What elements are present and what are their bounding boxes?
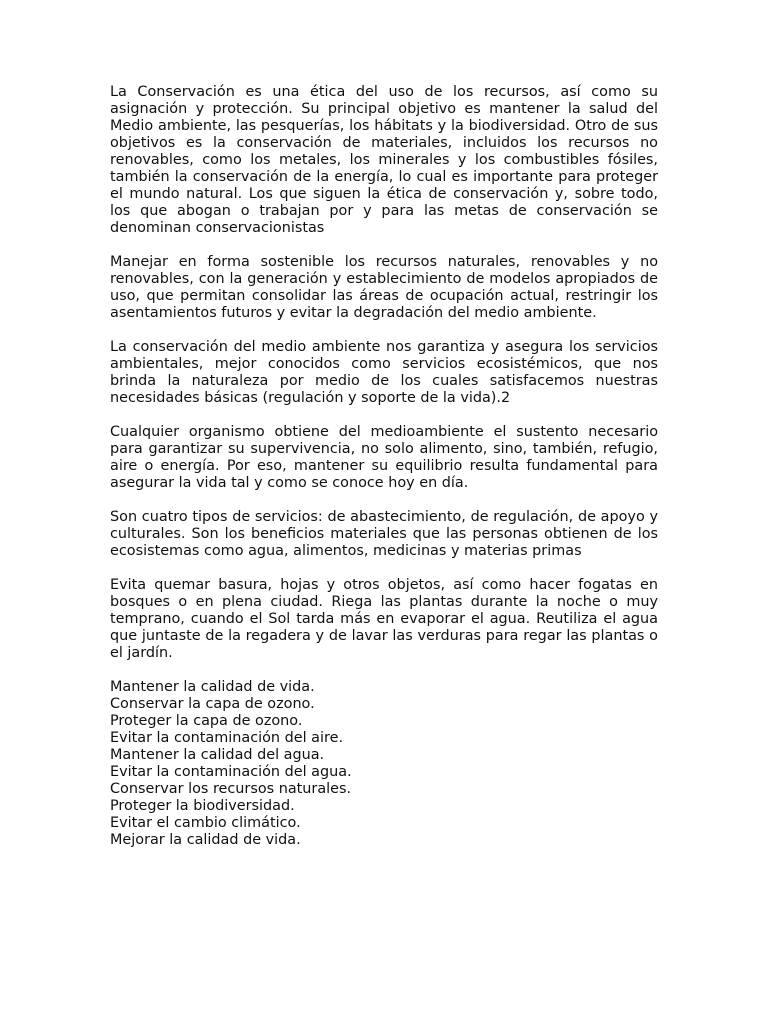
paragraph-conservation-definition: La Conservación es una ética del uso de los recursos, así como su asignación y protección. Su principal objetivo es mantener la salud del Medio ambiente, las pesquerías, los hábitats y la biodiversidad. Otro de sus objetivos es la conservación de materiales, incluidos los recursos no renovables, como los metales, los minerales y los combustibles fósiles, también la conservación de la energía, lo cual es importante para proteger el mundo natural. Los que siguen la ética de conservación y, sobre todo, los que abogan o trabajan por y para las metas de conservación se denominan conservacionistas	[110, 84, 658, 236]
paragraph-environmental-services: La conservación del medio ambiente nos garantiza y asegura los servicios ambientales, mejor conocidos como servicios ecosistémicos, que nos brinda la naturaleza por medio de los cuales satisfacemos nuestras necesidades básicas (regulación y soporte de la vida).2	[110, 339, 658, 406]
list-item: Evitar el cambio climático.	[110, 815, 301, 831]
list-item: Evitar la contaminación del aire.	[110, 730, 344, 746]
goals-list	[110, 679, 658, 849]
paragraph-actions: Evita quemar basura, hojas y otros objetos, así como hacer fogatas en bosques o en plena ciudad. Riega las plantas durante la noche o muy temprano, cuando el Sol tarda más en evaporar el agua. Reutiliza el agua que juntaste de la regadera y de lavar las verduras para regar las plantas o el jardín.	[110, 577, 658, 661]
paragraph-service-types: Son cuatro tipos de servicios: de abastecimiento, de regulación, de apoyo y culturales. Son los beneficios materiales que las personas obtienen de los ecosistemas como agua, alimentos, medicinas y materias primas	[110, 509, 658, 559]
paragraph-organism-sustenance: Cualquier organismo obtiene del medioambiente el sustento necesario para garantizar su supervivencia, no solo alimento, sino, también, refugio, aire o energía. Por eso, mantener su equilibrio resulta fundamental para asegurar la vida tal y como se conoce hoy en día.	[110, 424, 658, 491]
list-item: Mantener la calidad del agua.	[110, 747, 325, 763]
paragraph-sustainable-management: Manejar en forma sostenible los recursos naturales, renovables y no renovables, con la generación y establecimiento de modelos apropiados de uso, que permitan consolidar las áreas de ocupación actual, restringir los asentamientos futuros y evitar la degradación del medio ambiente.	[110, 254, 658, 321]
list-item: Conservar la capa de ozono.	[110, 696, 315, 712]
list-item: Proteger la capa de ozono.	[110, 713, 303, 729]
list-item: Mantener la calidad de vida.	[110, 679, 315, 695]
list-item: Mejorar la calidad de vida.	[110, 832, 301, 848]
list-item: Proteger la biodiversidad.	[110, 798, 295, 814]
document-page	[110, 84, 658, 849]
list-item: Evitar la contaminación del agua.	[110, 764, 352, 780]
list-item: Conservar los recursos naturales.	[110, 781, 352, 797]
